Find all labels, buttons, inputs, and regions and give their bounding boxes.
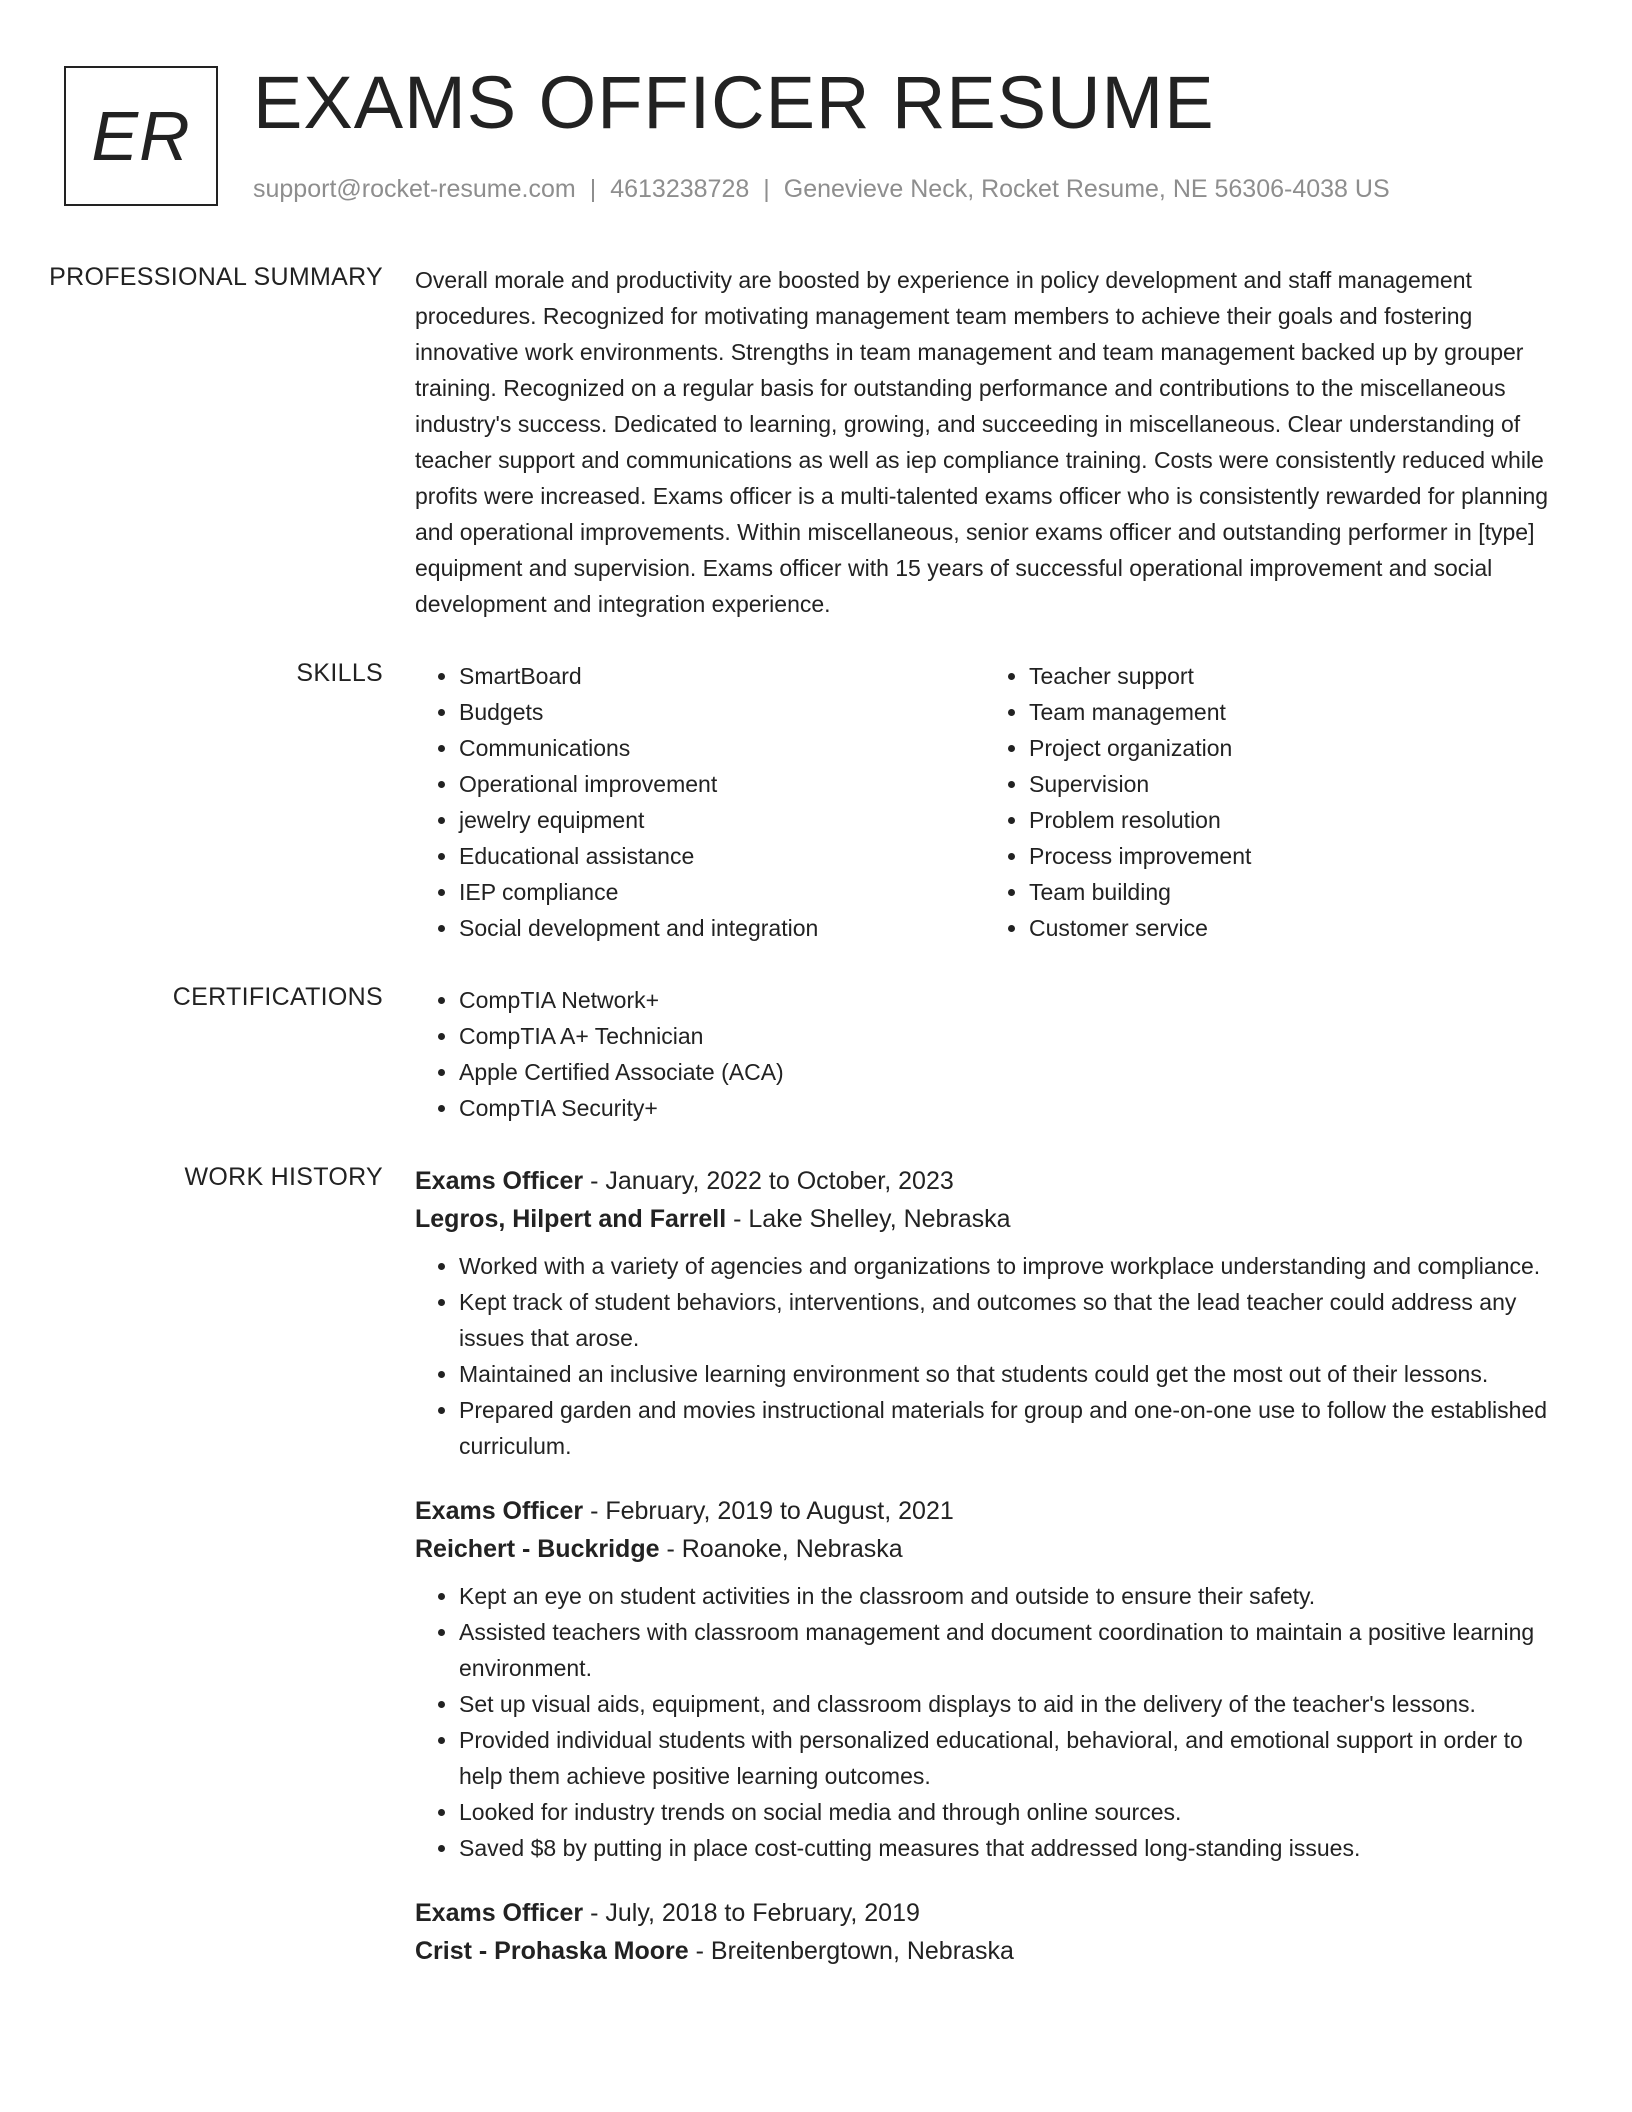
summary-body <box>415 262 1555 622</box>
job-entry <box>415 1162 1555 1464</box>
skill-item: • Social development and integration <box>459 910 985 946</box>
job-bullets <box>415 1248 1555 1464</box>
job-title: Exams Officer <box>415 1167 584 1195</box>
job-company-line <box>415 1200 1555 1238</box>
monogram-logo: ER <box>64 66 218 206</box>
job-title: Exams Officer <box>415 1497 584 1525</box>
summary-text: Overall morale and productivity are boosted by experience in policy development and staff management procedures. Recognized for motivating management team members to achieve their goals and fostering innovative work environments. Strengths in team management and team management backed up by grouper training. Recognized on a regular basis for outstanding performance and contributions to the miscellaneous industry's success. Dedicated to learning, growing, and succeeding in miscellaneous. Clear understanding of teacher support and communications as well as iep compliance training. Costs were consistently reduced while profits were increased. Exams officer is a multi-talented exams officer who is consistently rewarded for planning and operational improvements. Within miscellaneous, senior exams officer and outstanding performer in [type] equipment and supervision. Exams officer with 15 years of successful operational improvement and social development and integration experience. <box>415 267 1549 617</box>
job-title-line <box>415 1894 1555 1932</box>
job-dates: - January, 2022 to October, 2023 <box>583 1167 954 1195</box>
job-entry <box>415 1492 1555 1866</box>
job-bullet: • Looked for industry trends on social media and through online sources. <box>459 1794 1555 1830</box>
skill-item: • Educational assistance <box>459 838 985 874</box>
skill-item: • Process improvement <box>1029 838 1555 874</box>
certification-item: • CompTIA Network+ <box>459 982 1555 1018</box>
skill-item: • Teacher support <box>1029 658 1555 694</box>
certification-item: • CompTIA A+ Technician <box>459 1018 1555 1054</box>
skill-item: • Operational improvement <box>459 766 985 802</box>
skill-item: • jewelry equipment <box>459 802 985 838</box>
job-bullet: • Provided individual students with personalized educational, behavioral, and emotional support in order to help them achieve positive learning outcomes. <box>459 1722 1555 1794</box>
contact-email[interactable]: support@rocket-resume.com <box>253 175 576 203</box>
job-bullet: • Assisted teachers with classroom management and document coordination to maintain a positive learning environment. <box>459 1614 1555 1686</box>
certifications-list <box>415 982 1555 1126</box>
section-label: PROFESSIONAL SUMMARY <box>49 263 383 291</box>
skills-list-left <box>415 658 985 946</box>
summary-section <box>0 262 1632 622</box>
work-history-section <box>0 1162 1632 1998</box>
section-label: WORK HISTORY <box>184 1163 383 1191</box>
skill-item: • Team management <box>1029 694 1555 730</box>
certifications-body <box>415 982 1555 1126</box>
skill-item: • Team building <box>1029 874 1555 910</box>
work-history-body <box>415 1162 1555 1998</box>
skill-item: • Project organization <box>1029 730 1555 766</box>
job-bullet: • Kept an eye on student activities in the classroom and outside to ensure their safety. <box>459 1578 1555 1614</box>
job-location: - Lake Shelley, Nebraska <box>726 1205 1011 1233</box>
contact-line <box>253 175 1390 204</box>
resume-content <box>0 262 1632 2034</box>
skill-item: • IEP compliance <box>459 874 985 910</box>
job-bullet: • Kept track of student behaviors, interventions, and outcomes so that the lead teacher could address any issues that arose. <box>459 1284 1555 1356</box>
job-company: Crist - Prohaska Moore <box>415 1937 689 1965</box>
resume-title: EXAMS OFFICER RESUME <box>253 61 1215 144</box>
contact-separator: | <box>589 175 597 203</box>
skills-body <box>415 658 1555 946</box>
job-location: - Roanoke, Nebraska <box>659 1535 903 1563</box>
skills-list-right <box>985 658 1555 946</box>
job-title-line <box>415 1492 1555 1530</box>
skill-item: • Problem resolution <box>1029 802 1555 838</box>
job-bullet: • Prepared garden and movies instructional materials for group and one-on-one use to follow the established curriculum. <box>459 1392 1555 1464</box>
job-company: Reichert - Buckridge <box>415 1535 660 1563</box>
job-dates: - July, 2018 to February, 2019 <box>583 1899 920 1927</box>
skill-item: • Supervision <box>1029 766 1555 802</box>
job-company: Legros, Hilpert and Farrell <box>415 1205 727 1233</box>
contact-separator: | <box>763 175 770 203</box>
job-dates: - February, 2019 to August, 2021 <box>583 1497 954 1525</box>
skill-item: • SmartBoard <box>459 658 985 694</box>
job-title: Exams Officer <box>415 1899 584 1927</box>
job-bullet: • Set up visual aids, equipment, and classroom displays to aid in the delivery of the teacher's lessons. <box>459 1686 1555 1722</box>
skill-item: • Communications <box>459 730 985 766</box>
skill-item: • Customer service <box>1029 910 1555 946</box>
job-bullets <box>415 1578 1555 1866</box>
contact-phone: 4613238728 <box>610 175 750 203</box>
job-bullet: • Maintained an inclusive learning environment so that students could get the most out of their lessons. <box>459 1356 1555 1392</box>
certification-item: • CompTIA Security+ <box>459 1090 1555 1126</box>
job-entry <box>415 1894 1555 1970</box>
certification-item: • Apple Certified Associate (ACA) <box>459 1054 1555 1090</box>
contact-address: Genevieve Neck, Rocket Resume, NE 56306-4038 US <box>783 175 1390 203</box>
skill-item: • Budgets <box>459 694 985 730</box>
job-bullet: • Saved $8 by putting in place cost-cutting measures that addressed long-standing issues. <box>459 1830 1555 1866</box>
skills-section <box>0 658 1632 946</box>
section-label: CERTIFICATIONS <box>172 983 383 1011</box>
section-label: SKILLS <box>296 659 383 687</box>
job-company-line <box>415 1932 1555 1970</box>
job-title-line <box>415 1162 1555 1200</box>
job-company-line <box>415 1530 1555 1568</box>
job-bullet: • Worked with a variety of agencies and organizations to improve workplace understanding and compliance. <box>459 1248 1555 1284</box>
certifications-section <box>0 982 1632 1126</box>
job-location: - Breitenbergtown, Nebraska <box>688 1937 1014 1965</box>
